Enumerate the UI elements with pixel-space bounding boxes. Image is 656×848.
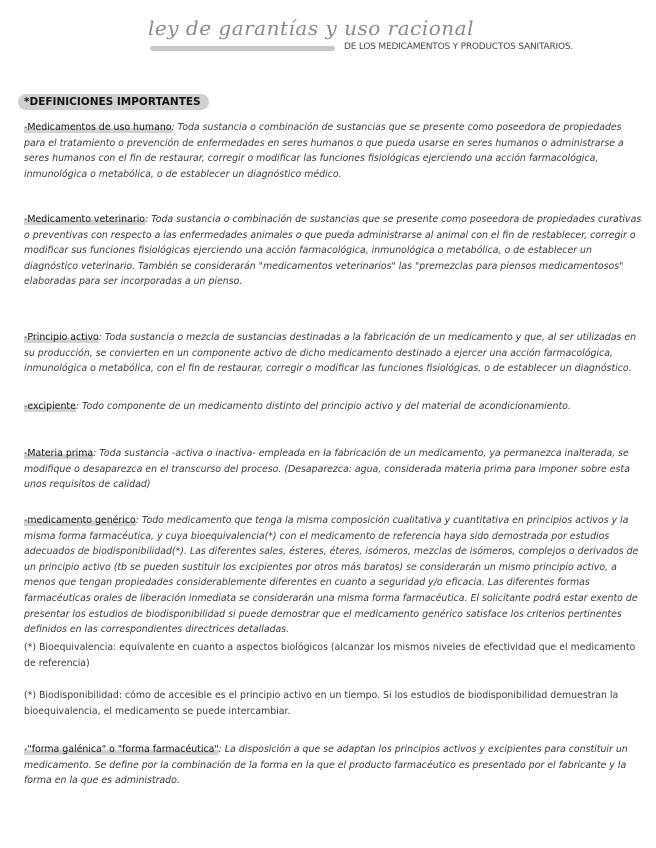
page-subtitle: DE LOS MEDICAMENTOS Y PRODUCTOS SANITARIOS. (344, 42, 574, 52)
definition-term: -"forma galénica" o "forma farmacéutica" (24, 744, 219, 755)
definition-term: -Principio activo (24, 332, 99, 343)
note-biodisponibilidad: (*) Biodisponibilidad: cómo de accesible es el principio activo en un tiempo. Si los estudios de biodisponibilidad demuestran la bioequivalencia, el medicamento se puede intercambiar. (24, 690, 619, 717)
definition-medicamento-humano (24, 120, 644, 182)
definition-materia-prima (24, 446, 644, 493)
definition-term: -medicamento genérico (24, 515, 136, 526)
title-underline (150, 46, 335, 51)
definition-text: : Toda sustancia -activa o inactiva- empleada en la fabricación de un medicamento, ya permanezca inalterada, se modifique o desaparezca en el transcurso del proceso. (Desaparezca: agua, considerada materia prima para imponer sobre esta unos requisitos de calidad) (24, 448, 630, 491)
section-heading: *DEFINICIONES IMPORTANTES (18, 94, 209, 110)
page-title: ley de garantías y uso racional (148, 16, 474, 40)
definition-principio-activo (24, 330, 644, 377)
page-header (0, 14, 656, 66)
definition-medicamento-veterinario (24, 212, 644, 290)
definition-excipiente (24, 399, 571, 415)
definition-text: : Toda sustancia o combinación de sustancias que se presente como poseedora de propiedades para el tratamiento o prevención de enfermedades en seres humanos o que pueda usarse en seres humanos o administrarse a seres humanos con el fin de restaurar, corregir o modificar las funciones fisiológicas ejerciendo una acción farmacológica, inmunológica o metabólica, o de establecer un diagnóstico médico. (24, 122, 624, 180)
definition-text: : Toda sustancia o mezcla de sustancias destinadas a la fabricación de un medicamento y que, al ser utilizadas en su producción, se convierten en un componente activo de dicho medicamento destinado a ejercer una acción farmacológica, inmunológica o metabólica, con el fin de restaurar, corregir o modificar las funciones fisiológicas, o de establecer un diagnóstico. (24, 332, 637, 375)
definition-text: : La disposición a que se adaptan los principios activos y excipientes para constituir un medicamento. Se define por la combinación de la forma en la que el producto farmacéutico es presentado por el fabricante y la forma en la que es administrado. (24, 744, 628, 787)
definition-text: : Todo componente de un medicamento distinto del principio activo y del material de acondicionamiento. (75, 401, 571, 412)
definition-term: -Materia prima (24, 448, 94, 459)
definition-term: -Medicamentos de uso humano (24, 122, 172, 133)
definition-forma-galenica (24, 742, 644, 789)
definition-term: -excipiente (24, 401, 76, 412)
definition-medicamento-generico (24, 513, 644, 638)
definition-text: : Toda sustancia o combinación de sustancias que se presente como poseedora de propiedades curativas o preventivas con respecto a las enfermedades animales o que pueda administrarse al animal con el fin de restablecer, corregir o modificar sus funciones fisiológicas ejerciendo una acción farmacológica, inmunológica o metabólica, o de establecer un diagnóstico veterinario. También se considerarán "medicamentos veterinarios" las "premezclas para piensos medicamentosos" elaboradas para ser incorporadas a un pienso. (24, 214, 642, 288)
note-bioequivalencia: (*) Bioequivalencia: equivalente en cuanto a aspectos biológicos (alcanzar los mismos niveles de efectividad que el medicamento de referencia) (24, 642, 636, 669)
definition-text: : Todo medicamento que tenga la misma composición cualitativa y cuantitativa en principios activos y la misma forma farmacéutica, y cuya bioequivalencia(*) con el medicamento de referencia haya sido demostrada por estudios adecuados de biodisponibilidad(*). Las diferentes sales, ésteres, éteres, isómeros, mezclas de isómeros, complejos o derivados de un principio activo (tb se pueden sustituir los excipientes por otros más baratos) se considerarán un mismo principio activo, a menos que tengan propiedades considerablemente diferentes en cuanto a seguridad y/o eficacia. Las diferentes formas farmacéuticas orales de liberación inmediata se considerarán una misma forma farmacéutica. El solicitante podrá estar exento de presentar los estudios de biodisponibilidad si puede demostrar que el medicamento genérico satisface los criterios pertinentes definidos en las correspondientes directrices detalladas. (24, 515, 639, 636)
definition-term: -Medicamento veterinario (24, 214, 146, 225)
